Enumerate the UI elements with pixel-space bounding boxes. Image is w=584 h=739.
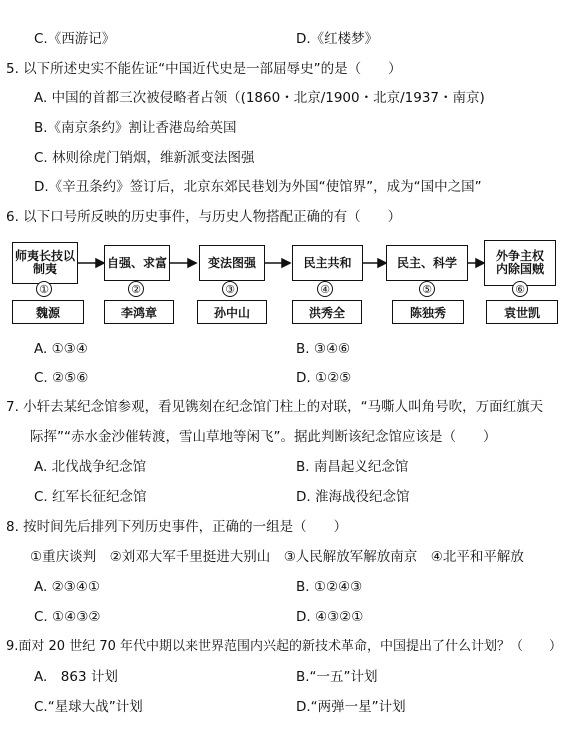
- marker-1: ①: [36, 281, 52, 297]
- q9-option-a: A. 863 计划: [34, 669, 118, 685]
- person-box-4: 洪秀全: [292, 300, 362, 324]
- q4-option-d: D.《红楼梦》: [296, 31, 379, 47]
- q6-option-a: A. ①③④: [34, 341, 88, 357]
- marker-4: ④: [317, 281, 333, 297]
- marker-5: ⑤: [419, 281, 435, 297]
- q9-option-d: D.“两弹一星”计划: [296, 699, 406, 715]
- q8-option-d: D. ④③②①: [296, 609, 364, 625]
- q7-stem-line1: 7. 小轩去某纪念馆参观，看见镌刻在纪念馆门柱上的对联，“马嘶人叫角号吹，万面红旗天: [6, 399, 544, 415]
- q9-stem: 9.面对 20 世纪 70 年代中期以来世界范围内兴起的新技术革命，中国提出了什么计划？（ ）: [6, 639, 563, 654]
- person-box-3: 孙中山: [197, 300, 267, 324]
- q6-option-d: D. ①②⑤: [296, 370, 352, 386]
- person-box-5: 陈独秀: [392, 300, 464, 324]
- q7-option-a: A. 北伐战争纪念馆: [34, 459, 147, 475]
- q8-events: ①重庆谈判 ②刘邓大军千里挺进大别山 ③人民解放军解放南京 ④北平和平解放: [30, 549, 524, 565]
- slogan-box-6: 外争主权内除国贼: [484, 240, 556, 286]
- q5-option-a: A. 中国的首都三次被侵略者占领（(1860・北京/1900・北京/1937・南京): [34, 90, 485, 106]
- marker-2: ②: [128, 281, 144, 297]
- q4-option-c: C.《西游记》: [34, 31, 116, 47]
- slogan-box-2: 自强、求富: [104, 245, 170, 281]
- q9-option-c: C.“星球大战”计划: [34, 699, 143, 715]
- slogan-box-1: 师夷长技以制夷: [12, 242, 78, 284]
- marker-6: ⑥: [512, 281, 528, 297]
- person-box-6: 袁世凯: [486, 300, 558, 324]
- q6-option-c: C. ②⑤⑥: [34, 370, 89, 386]
- q5-option-c: C. 林则徐虎门销烟，维新派变法图强: [34, 150, 255, 166]
- q6-option-b: B. ③④⑥: [296, 341, 351, 357]
- q7-stem-line2: 际挥”“赤水金沙催转渡，雪山草地等闲飞”。据此判断该纪念馆应该是（ ）: [30, 429, 497, 445]
- slogan-box-3: 变法图强: [199, 245, 265, 281]
- q7-option-c: C. 红军长征纪念馆: [34, 489, 147, 505]
- q8-option-a: A. ②③④①: [34, 579, 100, 595]
- q8-stem: 8. 按时间先后排列下列历史事件，正确的一组是（ ）: [6, 519, 348, 535]
- q7-option-b: B. 南昌起义纪念馆: [296, 459, 409, 475]
- q8-option-b: B. ①②④③: [296, 579, 363, 595]
- q7-option-d: D. 淮海战役纪念馆: [296, 489, 410, 505]
- q5-option-b: B.《南京条约》割让香港岛给英国: [34, 120, 237, 136]
- person-box-2: 李鸿章: [104, 300, 174, 324]
- slogan-box-4: 民主共和: [292, 245, 363, 281]
- q6-stem: 6. 以下口号所反映的历史事件，与历史人物搭配正确的有（ ）: [6, 209, 402, 225]
- person-box-1: 魏源: [12, 300, 84, 324]
- slogan-box-5: 民主、科学: [386, 245, 468, 281]
- marker-3: ③: [222, 281, 238, 297]
- q8-option-c: C. ①④③②: [34, 609, 101, 625]
- q5-option-d: D.《辛丑条约》签订后，北京东郊民巷划为外国“使馆界”，成为“国中之国”: [34, 179, 482, 195]
- q5-stem: 5. 以下所述史实不能佐证“中国近代史是一部屈辱史”的是（ ）: [6, 61, 402, 77]
- q9-option-b: B.“一五”计划: [296, 669, 378, 685]
